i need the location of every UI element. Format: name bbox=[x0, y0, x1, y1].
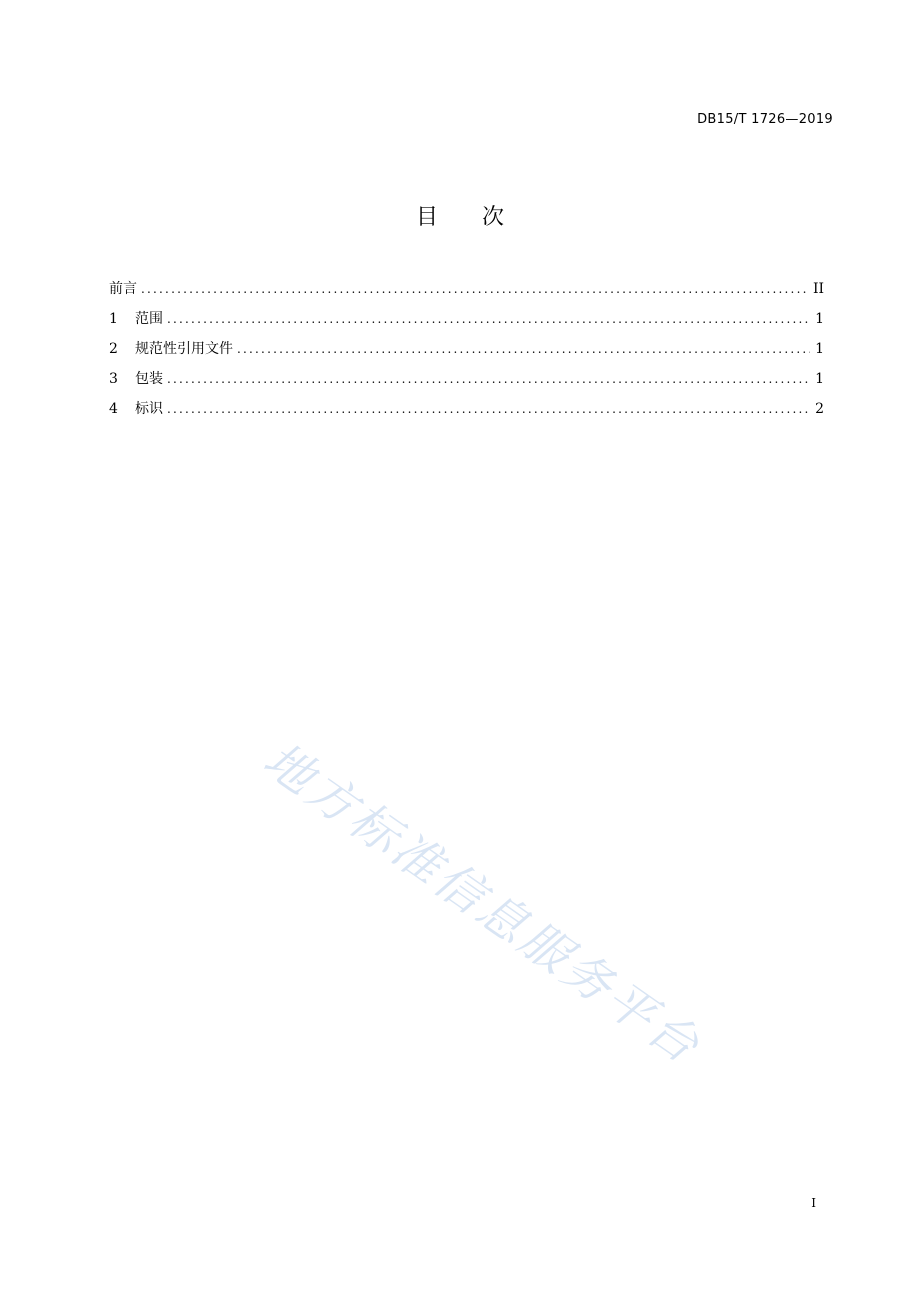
toc-leader-dots bbox=[237, 338, 810, 360]
toc-title bbox=[0, 200, 920, 231]
toc-item-page: 2 bbox=[815, 401, 824, 417]
toc-item-page: 1 bbox=[815, 341, 824, 357]
toc-item-packaging[interactable] bbox=[109, 368, 824, 398]
page-number: I bbox=[811, 1196, 816, 1210]
toc-item-label: 范围 bbox=[135, 311, 163, 327]
toc-item-label: 包装 bbox=[135, 371, 163, 387]
toc-item-page: 1 bbox=[815, 371, 824, 387]
toc-item-label: 规范性引用文件 bbox=[135, 341, 233, 357]
toc-leader-dots bbox=[141, 278, 809, 300]
toc-item-number: 4 bbox=[109, 401, 118, 417]
toc-item-foreword[interactable] bbox=[109, 278, 824, 308]
toc-title-part1: 目 bbox=[415, 205, 438, 230]
toc-item-page: 1 bbox=[815, 311, 824, 327]
toc-leader-dots bbox=[167, 398, 810, 420]
toc-item-number: 1 bbox=[109, 311, 118, 327]
toc-item-number: 2 bbox=[109, 341, 118, 357]
document-code: DB15/T 1726—2019 bbox=[697, 112, 833, 127]
toc-item-label: 前言 bbox=[109, 281, 137, 297]
toc-title-part2: 次 bbox=[482, 205, 505, 230]
toc-list bbox=[109, 278, 824, 428]
toc-item-number: 3 bbox=[109, 371, 118, 387]
toc-item-label: 标识 bbox=[135, 401, 163, 417]
toc-item-scope[interactable] bbox=[109, 308, 824, 338]
watermark: 地方标准信息服务平台 bbox=[253, 731, 712, 1076]
toc-item-marking[interactable] bbox=[109, 398, 824, 428]
toc-leader-dots bbox=[167, 308, 810, 330]
toc-item-page: II bbox=[812, 281, 824, 297]
toc-leader-dots bbox=[167, 368, 810, 390]
toc-item-normative-references[interactable] bbox=[109, 338, 824, 368]
